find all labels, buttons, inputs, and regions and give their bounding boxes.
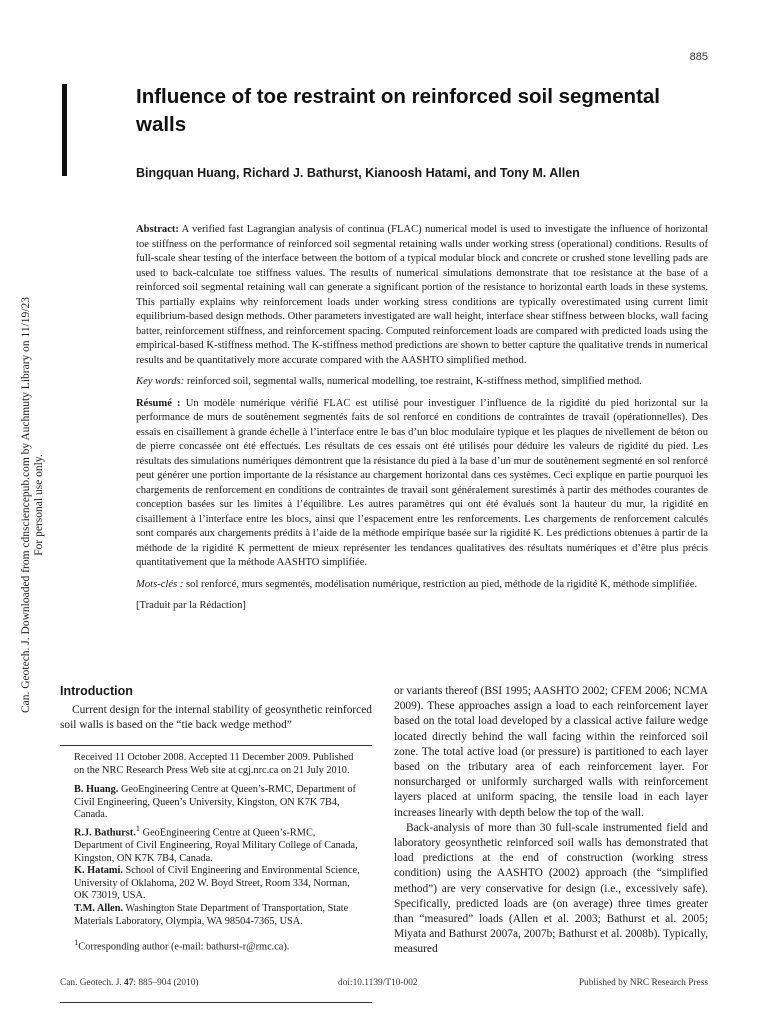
mots-cles-text: sol renforcé, murs segmentés, modélisation numérique, restriction au pied, méthode de la rigidité K, méthode simplifiée. bbox=[186, 578, 698, 590]
translation-note: [Traduit par la Rédaction] bbox=[136, 600, 246, 611]
affiliation-name: B. Huang. bbox=[74, 784, 119, 796]
corresponding-author-note bbox=[74, 936, 362, 954]
abstract-section bbox=[136, 223, 708, 621]
keywords-label: Key words: bbox=[136, 376, 185, 387]
footnote-marker: 1 bbox=[135, 822, 141, 833]
download-watermark bbox=[20, 265, 46, 745]
page-footer bbox=[60, 978, 708, 992]
keywords-paragraph bbox=[136, 375, 708, 390]
resume-text: Un modèle numérique vérifié FLAC est utilisé pour investiguer l’influence de la rigidité du pied horizontal sur la performance de murs de soutènement segmentés faits de sol renforcé en conditions de contraintes de travail (opérationnelles). Des essais en cisaillement à grande échelle à l’interface entre le bas d’un bloc modulaire typique et les plaques de nivellement de béton ou de pierre concassée ont été effectués. Les résultats de ces essais ont été utilisés pour déduire les valeurs de rigidité du pied. Les résultats des simulations numériques démontrent que la résistance du pied à la base d’un mur de soutènement segmenté en sol renforcé peut générer une portion importante de la résistance au chargement horizontal dans ces systèmes. Ceci explique en partie pourquoi les chargements de renforcement en conditions de contraintes de travail sont généralement surestimés à partir des méthodes courantes de conception basées sur les limites à l’équilibre. Les autres paramètres qui ont été évalués sont la hauteur du mur, la rigidité en cisaillement à l’interface entre les blocs, ainsi que l’espacement entre les renforcements. Les chargements de renforcement calculés sont comparés aux chargements prédits à l’aide de la méthode empirique basée sur la rigidité K. Les prédictions obtenues à partir de la méthode de la rigidité K permettent de mieux représenter les tendances qualitatives des résultats numériques et d’être plus précis quantitativement que la méthode AASHTO simplifiée. bbox=[136, 397, 709, 568]
affiliation-name: R.J. Bathurst. bbox=[74, 827, 136, 839]
publisher: Published by NRC Research Press bbox=[578, 978, 708, 988]
received-dates: Received 11 October 2008. Accepted 11 December 2009. Published on the NRC Research Press Web site at cgj.nrc.ca on 21 July 2010. bbox=[74, 752, 354, 776]
introduction-paragraph-1-start: Current design for the internal stability of geosynthetic reinforced soil walls is based on the “tie back wedge method” bbox=[60, 704, 372, 732]
affiliation-huang bbox=[74, 784, 362, 822]
affiliation-name: T.M. Allen. bbox=[74, 902, 124, 914]
mots-cles-paragraph bbox=[136, 578, 708, 593]
watermark-line-1: Can. Geotech. J. Downloaded from cdnsciencepub.com by Auchmuty Library on 11/19/23 bbox=[20, 296, 32, 714]
keywords-text: reinforced soil, segmental walls, numerical modelling, toe restraint, K-stiffness method, simplified method. bbox=[186, 376, 642, 387]
abstract-paragraph bbox=[136, 223, 708, 368]
article-info-box bbox=[60, 745, 372, 1003]
resume-paragraph bbox=[136, 397, 708, 571]
resume-label: Résumé : bbox=[136, 397, 181, 409]
affiliation-hatami bbox=[74, 865, 362, 903]
journal-citation bbox=[60, 978, 199, 988]
title-accent-bar bbox=[62, 84, 67, 176]
affiliation-text: GeoEngineering Centre at Queen’s-RMC, Department of Civil Engineering, Royal Military College of Canada, Kingston, ON K7K 7B4, Canada. bbox=[74, 827, 358, 864]
introduction-paragraph-2: Back-analysis of more than 30 full-scale instrumented field and laboratory geosynthetic reinforced soil walls has demonstrated that load predictions at the end of construction (working stress condition) using the AASHTO (2002) approach (the “simplified method”) are very conservative for design (i.e., excessively safe). Specifically, predicted loads are (on average) three times greater than “measured” loads (Allen et al. 2003; Bathurst et al. 2005; Miyata and Bathurst 2007a, 2007b; Bathurst et al. 2008b). Typically, measured bbox=[394, 821, 708, 956]
journal-volume: 47 bbox=[124, 978, 134, 988]
mots-cles-label: Mots-clés : bbox=[136, 578, 184, 590]
abstract-text: A verified fast Lagrangian analysis of continua (FLAC) numerical model is used to investigate the influence of horizontal toe stiffness on the performance of reinforced soil segmental retaining walls under working stress (operational) conditions. Results of full-scale shear testing of the interface between the bottom of a typical modular block and concrete or crushed stone levelling pads are used to back-calculate toe stiffness values. The results of numerical simulations demonstrate that toe resistance at the base of a reinforced soil segmental retaining wall can generate a significant portion of the resistance to horizontal earth loads in these systems. This partially explains why reinforcement loads under working stress conditions are typically overestimated using current limit equilibrium-based design methods. Other parameters investigated are wall height, interface shear stiffness between blocks, wall facing batter, reinforcement stiffness, and reinforcement spacing. Computed reinforcement loads are compared with predicted loads using the empirical-based K-stiffness method. The K-stiffness method predictions are shown to better capture the qualitative trends in numerical results and be quantitatively more accurate compared with the AASHTO simplified method. bbox=[136, 224, 708, 366]
footnote-marker: 1 bbox=[74, 937, 79, 948]
abstract-label: Abstract: bbox=[136, 224, 179, 235]
footnote-text: Corresponding author (e-mail: bathurst-r@rmc.ca). bbox=[78, 941, 290, 953]
journal-pages: : 885–904 (2010) bbox=[133, 978, 199, 988]
right-column bbox=[394, 684, 708, 958]
journal-name: Can. Geotech. J. bbox=[60, 978, 122, 988]
affiliation-text: School of Civil Engineering and Environmental Science, University of Oklahoma, 202 W. Boyd Street, Room 334, Norman, OK 73019, USA. bbox=[74, 865, 360, 902]
page-number: 885 bbox=[689, 51, 708, 63]
affiliation-text: Washington State Department of Transportation, State Materials Laboratory, Olympia, WA 98504-7365, USA. bbox=[74, 902, 349, 927]
doi: doi:10.1139/T10-002 bbox=[338, 978, 418, 988]
author-list: Bingquan Huang, Richard J. Bathurst, Kianoosh Hatami, and Tony M. Allen bbox=[136, 166, 580, 180]
affiliation-bathurst bbox=[74, 822, 362, 865]
affiliation-name: K. Hatami. bbox=[74, 865, 123, 877]
watermark-line-2: For personal use only. bbox=[33, 454, 45, 556]
left-column bbox=[60, 684, 372, 733]
introduction-heading: Introduction bbox=[60, 684, 133, 698]
paper-title: Influence of toe restraint on reinforced soil segmental walls bbox=[136, 85, 660, 136]
affiliation-text: GeoEngineering Centre at Queen’s-RMC, Department of Civil Engineering, Queen’s University, Kingston, ON K7K 7B4, Canada. bbox=[74, 784, 356, 821]
affiliation-allen bbox=[74, 903, 362, 928]
introduction-paragraph-1-continued: or variants thereof (BSI 1995; AASHTO 2002; CFEM 2006; NCMA 2009). These approaches assign a load to each reinforcement layer based on the total load developed by a classical active failure wedge located directly behind the wall facing within the reinforced soil zone. The total active load (or pressure) is partitioned to each layer based on the tributary area of each reinforcement layer. For nonsurcharged or uniformly surcharged walls with reinforcement layers placed at uniform spacing, the tensile load in each layer increases linearly with depth below the top of the wall. bbox=[394, 685, 708, 819]
